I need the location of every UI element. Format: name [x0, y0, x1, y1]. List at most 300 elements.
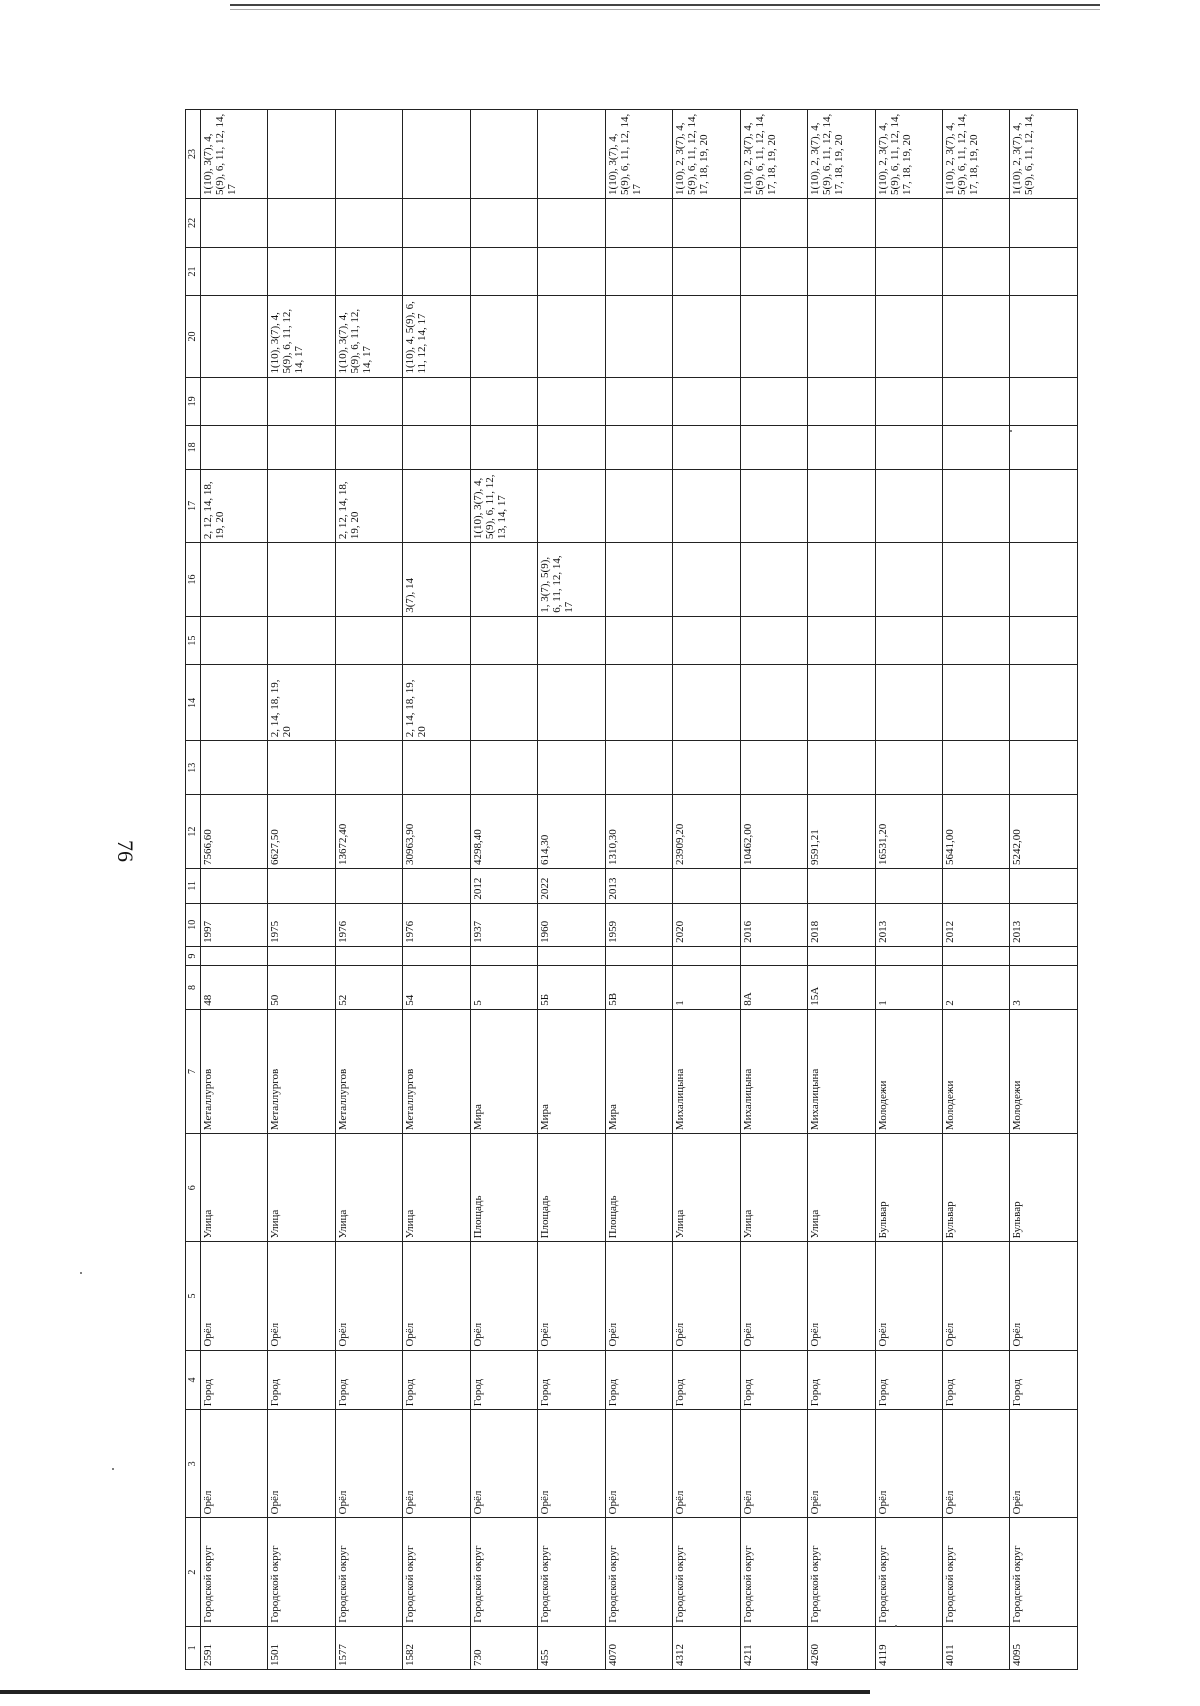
- table-cell: [538, 377, 605, 426]
- table-cell: Металлургов: [403, 1009, 470, 1133]
- table-cell: 4298,40: [470, 795, 537, 869]
- table-cell: 1960: [538, 903, 605, 946]
- table-cell: 455: [538, 1626, 605, 1669]
- table-cell: 1(10), 2, 3(7), 4, 5(9), 6, 11, 12, 14, 17, 18, 19, 20: [808, 110, 875, 199]
- table-cell: 23909,20: [673, 795, 740, 869]
- table-cell: Орёл: [201, 1410, 268, 1518]
- table-cell: Орёл: [538, 1410, 605, 1518]
- table-cell: Город: [538, 1350, 605, 1410]
- table-cell: Орёл: [673, 1242, 740, 1350]
- table-cell: [673, 469, 740, 543]
- scan-speck: [1010, 430, 1012, 432]
- table-cell: Город: [875, 1350, 942, 1410]
- table-cell: 1(10), 3(7), 4, 5(9), 6, 11, 12, 14, 17: [268, 296, 335, 377]
- table-cell: [538, 247, 605, 296]
- table-cell: 1501: [268, 1626, 335, 1669]
- table-cell: [740, 868, 807, 903]
- table-cell: [740, 198, 807, 247]
- table-cell: Городской округ: [942, 1518, 1009, 1626]
- table-cell: [808, 616, 875, 665]
- table-cell: [605, 247, 672, 296]
- table-cell: [808, 543, 875, 617]
- table-cell: [875, 469, 942, 543]
- table-cell: [335, 616, 402, 665]
- table-cell: [605, 616, 672, 665]
- table-cell: [942, 543, 1009, 617]
- table-cell: 2013: [875, 903, 942, 946]
- table-cell: [538, 296, 605, 377]
- table-cell: Орёл: [335, 1410, 402, 1518]
- table-cell: 1976: [403, 903, 470, 946]
- table-cell: [335, 247, 402, 296]
- table-cell: Улица: [673, 1134, 740, 1242]
- table-cell: 2012: [942, 903, 1009, 946]
- table-cell: 4070: [605, 1626, 672, 1669]
- table-cell: [740, 946, 807, 965]
- table-cell: Площадь: [470, 1134, 537, 1242]
- table-cell: Городской округ: [403, 1518, 470, 1626]
- scan-speck: [895, 1625, 897, 1627]
- table-cell: [268, 110, 335, 199]
- table-cell: 1(10), 3(7), 4, 5(9), 6, 11, 12, 13, 14, 17: [470, 469, 537, 543]
- table-cell: 5В: [605, 966, 672, 1009]
- table-cell: [942, 426, 1009, 469]
- table-cell: [875, 247, 942, 296]
- table-cell: [942, 665, 1009, 741]
- table-cell: [538, 616, 605, 665]
- table-row: [268, 110, 335, 1670]
- table-cell: Город: [470, 1350, 537, 1410]
- table-cell: [942, 868, 1009, 903]
- table-cell: Орёл: [1010, 1242, 1078, 1350]
- table-cell: [538, 469, 605, 543]
- table-cell: [335, 946, 402, 965]
- table-cell: 13672,40: [335, 795, 402, 869]
- column-number: 3: [186, 1410, 201, 1518]
- table-cell: [403, 198, 470, 247]
- table-cell: [403, 110, 470, 199]
- table-cell: Мира: [605, 1009, 672, 1133]
- table-cell: Город: [673, 1350, 740, 1410]
- column-number: 12: [186, 795, 201, 869]
- table-cell: Городской округ: [673, 1518, 740, 1626]
- table-cell: [1010, 247, 1078, 296]
- table-cell: Орёл: [875, 1242, 942, 1350]
- table-cell: [268, 426, 335, 469]
- table-cell: [605, 426, 672, 469]
- table-row: [335, 110, 402, 1670]
- table-cell: Городской округ: [335, 1518, 402, 1626]
- table-cell: [403, 247, 470, 296]
- table-cell: Городской округ: [538, 1518, 605, 1626]
- table-cell: [268, 198, 335, 247]
- table-cell: 2: [942, 966, 1009, 1009]
- table-cell: 1(10), 3(7), 4, 5(9), 6, 11, 12, 14, 17: [335, 296, 402, 377]
- table-cell: [1010, 946, 1078, 965]
- table-cell: [335, 741, 402, 795]
- table-cell: [268, 543, 335, 617]
- table-cell: [470, 665, 537, 741]
- column-number: 17: [186, 469, 201, 543]
- table-cell: [875, 198, 942, 247]
- table-cell: [605, 296, 672, 377]
- table-cell: [808, 296, 875, 377]
- table-cell: [403, 868, 470, 903]
- table-cell: 1(10), 2, 3(7), 4, 5(9), 6, 11, 12, 14, 17, 18, 19, 20: [942, 110, 1009, 199]
- table-cell: [201, 665, 268, 741]
- table-cell: [470, 198, 537, 247]
- table-cell: [942, 741, 1009, 795]
- table-cell: [1010, 296, 1078, 377]
- table-cell: 4119: [875, 1626, 942, 1669]
- table-row: [201, 110, 268, 1670]
- table-cell: Городской округ: [268, 1518, 335, 1626]
- table-cell: Металлургов: [335, 1009, 402, 1133]
- table-cell: [673, 946, 740, 965]
- table-cell: [875, 616, 942, 665]
- table-cell: 2591: [201, 1626, 268, 1669]
- table-cell: Городской округ: [201, 1518, 268, 1626]
- scan-speck: [80, 1272, 82, 1274]
- table-cell: [1010, 665, 1078, 741]
- table-cell: 4260: [808, 1626, 875, 1669]
- table-cell: Городской округ: [875, 1518, 942, 1626]
- table-cell: 1(10), 3(7), 4, 5(9), 6, 11, 12, 14, 17: [605, 110, 672, 199]
- table-cell: [335, 543, 402, 617]
- table-cell: [403, 469, 470, 543]
- table-cell: [808, 469, 875, 543]
- column-number: 4: [186, 1350, 201, 1410]
- table-cell: [268, 868, 335, 903]
- table-cell: 2022: [538, 868, 605, 903]
- table-cell: Город: [403, 1350, 470, 1410]
- table-cell: [605, 946, 672, 965]
- table-cell: 2, 12, 14, 18, 19, 20: [201, 469, 268, 543]
- table-cell: [201, 868, 268, 903]
- table-row: [470, 110, 537, 1670]
- table-cell: 1582: [403, 1626, 470, 1669]
- table-cell: [201, 616, 268, 665]
- table-cell: [403, 741, 470, 795]
- table-cell: [1010, 616, 1078, 665]
- table-cell: Молодежи: [875, 1009, 942, 1133]
- table-cell: [605, 198, 672, 247]
- table-cell: Орёл: [808, 1410, 875, 1518]
- table-cell: Орёл: [470, 1242, 537, 1350]
- table-cell: [403, 946, 470, 965]
- table-cell: [605, 469, 672, 543]
- table-cell: Орёл: [470, 1410, 537, 1518]
- table-cell: 16531,20: [875, 795, 942, 869]
- table-cell: [740, 296, 807, 377]
- table-cell: Город: [942, 1350, 1009, 1410]
- table-cell: [942, 377, 1009, 426]
- table-cell: Орёл: [605, 1242, 672, 1350]
- table-cell: 5Б: [538, 966, 605, 1009]
- column-number: 6: [186, 1134, 201, 1242]
- table-cell: Орёл: [808, 1242, 875, 1350]
- table-cell: [201, 946, 268, 965]
- table-cell: 5242,00: [1010, 795, 1078, 869]
- table-cell: [808, 198, 875, 247]
- table-cell: Улица: [335, 1134, 402, 1242]
- table-cell: [875, 377, 942, 426]
- scan-speck: [112, 1468, 114, 1470]
- table-cell: [740, 469, 807, 543]
- top-scan-line: [230, 4, 1100, 6]
- column-number: 20: [186, 296, 201, 377]
- table-cell: [875, 665, 942, 741]
- table-cell: 1997: [201, 903, 268, 946]
- table-cell: Орёл: [875, 1410, 942, 1518]
- table-cell: 2016: [740, 903, 807, 946]
- table-cell: 1(10), 3(7), 4, 5(9), 6, 11, 12, 14, 17: [201, 110, 268, 199]
- table-cell: Михалицына: [740, 1009, 807, 1133]
- table-cell: [740, 247, 807, 296]
- table-cell: [673, 426, 740, 469]
- table-cell: 52: [335, 966, 402, 1009]
- table-cell: 9591,21: [808, 795, 875, 869]
- table-row: [605, 110, 672, 1670]
- table-cell: [470, 377, 537, 426]
- table-cell: [1010, 868, 1078, 903]
- table-cell: Молодежи: [942, 1009, 1009, 1133]
- table-cell: [740, 616, 807, 665]
- table-cell: 1(10), 2, 3(7), 4, 5(9), 6, 11, 12, 14, 17, 18, 19, 20: [673, 110, 740, 199]
- table-cell: [335, 198, 402, 247]
- table-cell: [201, 741, 268, 795]
- table-cell: [1010, 198, 1078, 247]
- table-cell: [673, 247, 740, 296]
- table-cell: 1: [875, 966, 942, 1009]
- table-cell: Городской округ: [740, 1518, 807, 1626]
- table-cell: [942, 946, 1009, 965]
- table-cell: 54: [403, 966, 470, 1009]
- table-cell: 1: [673, 966, 740, 1009]
- table-cell: 3: [1010, 966, 1078, 1009]
- table-cell: 2013: [1010, 903, 1078, 946]
- table-cell: Город: [808, 1350, 875, 1410]
- table-cell: [808, 426, 875, 469]
- column-number: 8: [186, 966, 201, 1009]
- table-cell: Орёл: [268, 1242, 335, 1350]
- table-cell: Улица: [201, 1134, 268, 1242]
- table-cell: [875, 296, 942, 377]
- table-row: [808, 110, 875, 1670]
- table-cell: [201, 377, 268, 426]
- table-cell: Городской округ: [808, 1518, 875, 1626]
- table-cell: 2, 14, 18, 19, 20: [268, 665, 335, 741]
- table-cell: [268, 946, 335, 965]
- table-cell: [201, 426, 268, 469]
- table-cell: 1577: [335, 1626, 402, 1669]
- table-cell: Бульвар: [875, 1134, 942, 1242]
- table-cell: Город: [1010, 1350, 1078, 1410]
- table-cell: [942, 616, 1009, 665]
- table-cell: [335, 426, 402, 469]
- table-cell: 2012: [470, 868, 537, 903]
- column-number: 5: [186, 1242, 201, 1350]
- bottom-scan-line: [0, 1690, 870, 1694]
- table-cell: [403, 426, 470, 469]
- table-row: [1010, 110, 1078, 1670]
- table-cell: Металлургов: [268, 1009, 335, 1133]
- table-cell: [538, 110, 605, 199]
- table-row: [740, 110, 807, 1670]
- table-cell: Орёл: [403, 1410, 470, 1518]
- table-cell: [942, 247, 1009, 296]
- table-cell: [942, 296, 1009, 377]
- table-cell: Улица: [268, 1134, 335, 1242]
- top-scan-line-thin: [230, 9, 1100, 10]
- table-cell: 6627,50: [268, 795, 335, 869]
- table-cell: [335, 665, 402, 741]
- table-cell: [470, 741, 537, 795]
- table-cell: [740, 426, 807, 469]
- table-cell: [201, 198, 268, 247]
- table-cell: [538, 665, 605, 741]
- table-cell: [673, 296, 740, 377]
- table-cell: [538, 741, 605, 795]
- table-row: [403, 110, 470, 1670]
- table-cell: [740, 543, 807, 617]
- table-cell: [605, 377, 672, 426]
- table-cell: Город: [201, 1350, 268, 1410]
- table-cell: [605, 741, 672, 795]
- table-cell: 614,30: [538, 795, 605, 869]
- column-number: 7: [186, 1009, 201, 1133]
- table-cell: Орёл: [201, 1242, 268, 1350]
- table-cell: Улица: [740, 1134, 807, 1242]
- table-cell: Город: [740, 1350, 807, 1410]
- table-cell: [673, 741, 740, 795]
- column-number: 2: [186, 1518, 201, 1626]
- table-cell: [673, 616, 740, 665]
- column-number: 10: [186, 903, 201, 946]
- table-cell: [1010, 426, 1078, 469]
- table-cell: Орёл: [1010, 1410, 1078, 1518]
- table-cell: Улица: [808, 1134, 875, 1242]
- table-cell: [470, 426, 537, 469]
- table-cell: 2, 12, 14, 18, 19, 20: [335, 469, 402, 543]
- table-cell: [605, 543, 672, 617]
- column-number: 14: [186, 665, 201, 741]
- table-cell: 1937: [470, 903, 537, 946]
- table-cell: 15А: [808, 966, 875, 1009]
- table-cell: [740, 377, 807, 426]
- table-cell: 730: [470, 1626, 537, 1669]
- table-cell: [942, 198, 1009, 247]
- table-cell: [673, 868, 740, 903]
- table-cell: 8А: [740, 966, 807, 1009]
- rotated-table-container: [185, 109, 1078, 1670]
- page-number: 76: [113, 840, 138, 862]
- table-cell: [1010, 469, 1078, 543]
- table-cell: Михалицына: [808, 1009, 875, 1133]
- table-cell: [268, 616, 335, 665]
- table-cell: 2018: [808, 903, 875, 946]
- table-cell: Орёл: [740, 1242, 807, 1350]
- table-cell: [740, 741, 807, 795]
- table-cell: 2020: [673, 903, 740, 946]
- table-cell: 2013: [605, 868, 672, 903]
- table-cell: Улица: [403, 1134, 470, 1242]
- table-cell: [538, 946, 605, 965]
- table-body: [201, 110, 1078, 1670]
- table-cell: [335, 377, 402, 426]
- column-number: 9: [186, 946, 201, 965]
- table-cell: [875, 426, 942, 469]
- table-cell: [335, 868, 402, 903]
- table-cell: [268, 741, 335, 795]
- table-cell: 10462,00: [740, 795, 807, 869]
- table-cell: [268, 469, 335, 543]
- table-cell: 5641,00: [942, 795, 1009, 869]
- table-cell: Город: [335, 1350, 402, 1410]
- table-cell: 4095: [1010, 1626, 1078, 1669]
- column-number: 16: [186, 543, 201, 617]
- column-number: 13: [186, 741, 201, 795]
- table-cell: Городской округ: [605, 1518, 672, 1626]
- table-cell: Орёл: [403, 1242, 470, 1350]
- table-cell: 4011: [942, 1626, 1009, 1669]
- table-cell: [1010, 543, 1078, 617]
- table-cell: 2, 14, 18, 19, 20: [403, 665, 470, 741]
- table-cell: Мира: [538, 1009, 605, 1133]
- column-number-row: [186, 110, 201, 1670]
- table-cell: Орёл: [673, 1410, 740, 1518]
- table-cell: [268, 377, 335, 426]
- column-number: 21: [186, 247, 201, 296]
- table-cell: [808, 247, 875, 296]
- table-cell: Орёл: [335, 1242, 402, 1350]
- register-table: [185, 109, 1078, 1670]
- table-cell: [808, 868, 875, 903]
- table-cell: Орёл: [605, 1410, 672, 1518]
- table-cell: [875, 543, 942, 617]
- column-number: 11: [186, 868, 201, 903]
- table-cell: [538, 426, 605, 469]
- table-cell: 1975: [268, 903, 335, 946]
- table-cell: 7566,60: [201, 795, 268, 869]
- table-cell: 4312: [673, 1626, 740, 1669]
- table-cell: Орёл: [942, 1410, 1009, 1518]
- table-cell: 1976: [335, 903, 402, 946]
- table-cell: [470, 616, 537, 665]
- table-cell: [335, 110, 402, 199]
- table-row: [942, 110, 1009, 1670]
- table-cell: Орёл: [740, 1410, 807, 1518]
- table-cell: [673, 377, 740, 426]
- table-cell: 4211: [740, 1626, 807, 1669]
- table-cell: [470, 946, 537, 965]
- column-number: 23: [186, 110, 201, 199]
- table-cell: 1310,30: [605, 795, 672, 869]
- table-cell: [875, 946, 942, 965]
- table-cell: [605, 665, 672, 741]
- table-cell: Площадь: [538, 1134, 605, 1242]
- column-number: 18: [186, 426, 201, 469]
- table-cell: 1(10), 2, 3(7), 4, 5(9), 6, 11, 12, 14, 17, 18, 19, 20: [875, 110, 942, 199]
- table-cell: [1010, 377, 1078, 426]
- table-cell: 1959: [605, 903, 672, 946]
- table-cell: [470, 110, 537, 199]
- table-cell: [673, 665, 740, 741]
- table-cell: Орёл: [268, 1410, 335, 1518]
- table-cell: [403, 377, 470, 426]
- column-number: 15: [186, 616, 201, 665]
- table-cell: 48: [201, 966, 268, 1009]
